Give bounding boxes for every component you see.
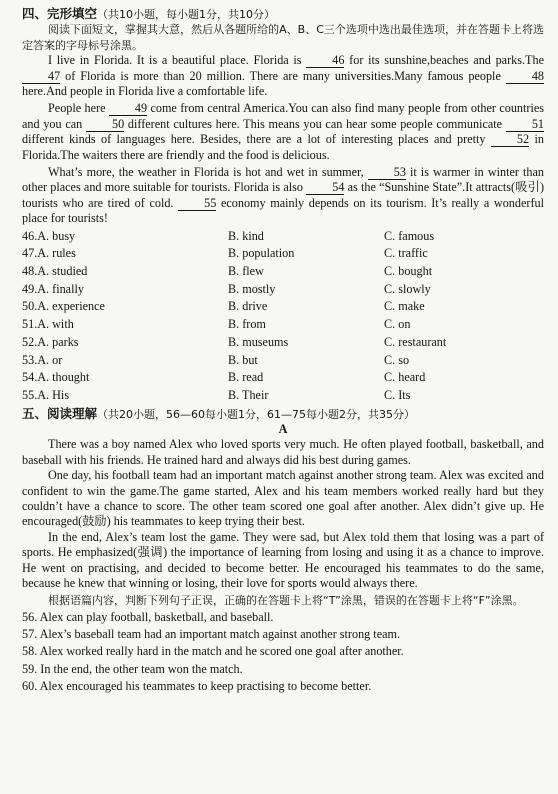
option-b: B. but xyxy=(228,352,258,367)
cloze-text: I live in Florida. It is a beautiful place. Florida is xyxy=(48,53,307,68)
option-a: 52.A. parks xyxy=(22,334,79,349)
reading-paragraph-3: In the end, Alex’s team lost the game. They were sad, but Alex told them that losing was a part of sports. He emphasized(强调) the importance of learning from losing and using it as a chance to improve. He went on practising, and decided to become better. He encouraged his teammates to do the same, because he knew that winning or losing, their love for sports would always there. xyxy=(22,529,544,591)
option-a: 53.A. or xyxy=(22,352,63,367)
cloze-text: it is warmer in winter than other places and more suitable for tourists. Florida is also xyxy=(22,165,545,195)
blank-48: 48 xyxy=(506,70,544,84)
option-row-51 xyxy=(22,316,544,334)
option-a: 51.A. with xyxy=(22,317,74,332)
option-c: C. Its xyxy=(384,387,411,402)
option-c: C. so xyxy=(384,352,410,367)
option-row-54 xyxy=(22,369,544,387)
option-c: C. traffic xyxy=(384,246,428,261)
blank-54: 54 xyxy=(306,181,344,195)
option-row-55 xyxy=(22,387,544,405)
passage-label: A xyxy=(278,421,288,436)
section-4-title: 四、完形填空 xyxy=(22,6,98,21)
statement-60: 60. Alex encouraged his teammates to keep practising to become better. xyxy=(22,679,372,694)
option-b: B. drive xyxy=(228,299,268,314)
cloze-text: in Florida.The waiters there are friendly and the food is delicious. xyxy=(22,132,544,162)
cloze-text: for its sunshine,beaches and parks.The xyxy=(344,53,544,68)
statement-56: 56. Alex can play football, basketball, and baseball. xyxy=(22,609,274,624)
cloze-paragraph-1 xyxy=(22,53,544,99)
cloze-text: of Florida is more than 20 million. There are many universities.Many famous people xyxy=(60,68,506,83)
option-b: B. mostly xyxy=(228,281,276,296)
statement-58: 58. Alex worked really hard in the match and he scored one goal after another. xyxy=(22,644,404,659)
true-false-statements xyxy=(22,609,544,695)
cloze-text: different kinds of languages here. Besides, there are a lot of interesting places and pretty xyxy=(22,132,491,147)
option-b: B. flew xyxy=(228,264,264,279)
option-c: C. on xyxy=(384,317,411,332)
option-a: 46.A. busy xyxy=(22,228,76,243)
option-row-52 xyxy=(22,334,544,352)
blank-51: 51 xyxy=(506,118,544,132)
blank-52: 52 xyxy=(491,133,529,147)
option-row-53 xyxy=(22,352,544,370)
option-c: C. heard xyxy=(384,370,426,385)
option-b: B. museums xyxy=(228,334,289,349)
cloze-text: economy mainly depends on its tourism. It’s really a wonderful place for tourists! xyxy=(22,195,544,226)
cloze-text: People here xyxy=(48,101,109,116)
option-c: C. make xyxy=(384,299,425,314)
section-5-instruction: 根据语篇内容，判断下列句子正误，正确的在答题卡上将“T”涂黑，错误的在答题卡上将“F”涂黑。 xyxy=(48,594,524,608)
option-a: 54.A. thought xyxy=(22,370,90,385)
cloze-text: What’s more, the weather in Florida is hot and wet in summer, xyxy=(48,165,368,180)
cloze-paragraph-2 xyxy=(22,101,544,163)
option-c: C. slowly xyxy=(384,281,431,296)
cloze-text: as the “Sunshine State”.It attracts(吸引) tourists who are tired of cold. xyxy=(22,180,545,210)
statement-57: 57. Alex’s baseball team had an important match against another strong team. xyxy=(22,627,401,642)
blank-50: 50 xyxy=(86,118,124,132)
section-4-heading xyxy=(22,6,544,22)
section-5-note: （共20小题，56—60每小题1分，61—75每小题2分，共35分） xyxy=(97,407,415,421)
cloze-text: here.And people in Florida live a comfortable life. xyxy=(22,84,268,99)
option-row-47 xyxy=(22,245,544,263)
option-row-49 xyxy=(22,281,544,299)
option-c: C. bought xyxy=(384,264,433,279)
option-c: C. restaurant xyxy=(384,334,447,349)
option-row-50 xyxy=(22,298,544,316)
blank-46: 46 xyxy=(306,54,344,68)
option-b: B. population xyxy=(228,246,295,261)
section-5-heading xyxy=(22,406,544,422)
option-a: 55.A. His xyxy=(22,387,70,402)
section-4-note: （共10小题，每小题1分，共10分） xyxy=(97,8,276,21)
option-a: 48.A. studied xyxy=(22,264,88,279)
section-4-instruction: 阅读下面短文，掌握其大意，然后从各题所给的A、B、C三个选项中选出最佳选项，并在答题卡上将选定答案的字母标号涂黑。 xyxy=(22,23,544,52)
option-a: 49.A. finally xyxy=(22,281,84,296)
reading-paragraph-2: One day, his football team had an important match against another strong team. Alex was excited and confident to win the game.The game started, Alex and his team members worked really hard but they couldn’t have a chance to score. The other team scored one goal after another. Alex didn’t give up. He encouraged(鼓励) his teammates to keep trying their best. xyxy=(22,468,544,529)
option-b: B. kind xyxy=(228,228,264,243)
option-a: 50.A. experience xyxy=(22,299,105,314)
option-row-48 xyxy=(22,263,544,281)
blank-47: 47 xyxy=(22,70,60,84)
cloze-options xyxy=(22,228,544,405)
blank-55: 55 xyxy=(178,197,216,211)
blank-53: 53 xyxy=(368,166,406,180)
section-5-title: 五、阅读理解 xyxy=(22,405,98,421)
option-a: 47.A. rules xyxy=(22,246,76,261)
option-c: C. famous xyxy=(384,228,435,243)
statement-59: 59. In the end, the other team won the match. xyxy=(22,661,243,676)
cloze-text: different cultures here. This means you can hear some people communicate xyxy=(124,116,506,131)
option-row-46 xyxy=(22,228,544,246)
cloze-text: come from central America.You can also find many people from other countries and you can xyxy=(22,101,544,131)
blank-49: 49 xyxy=(109,102,147,116)
option-b: B. from xyxy=(228,317,266,332)
cloze-paragraph-3 xyxy=(22,165,544,227)
reading-paragraph-1: There was a boy named Alex who loved sports very much. He often played football, basketball, and baseball with his friends. He trained hard and always did his best during games. xyxy=(22,437,544,467)
option-b: B. Their xyxy=(228,387,269,402)
option-b: B. read xyxy=(228,370,264,385)
